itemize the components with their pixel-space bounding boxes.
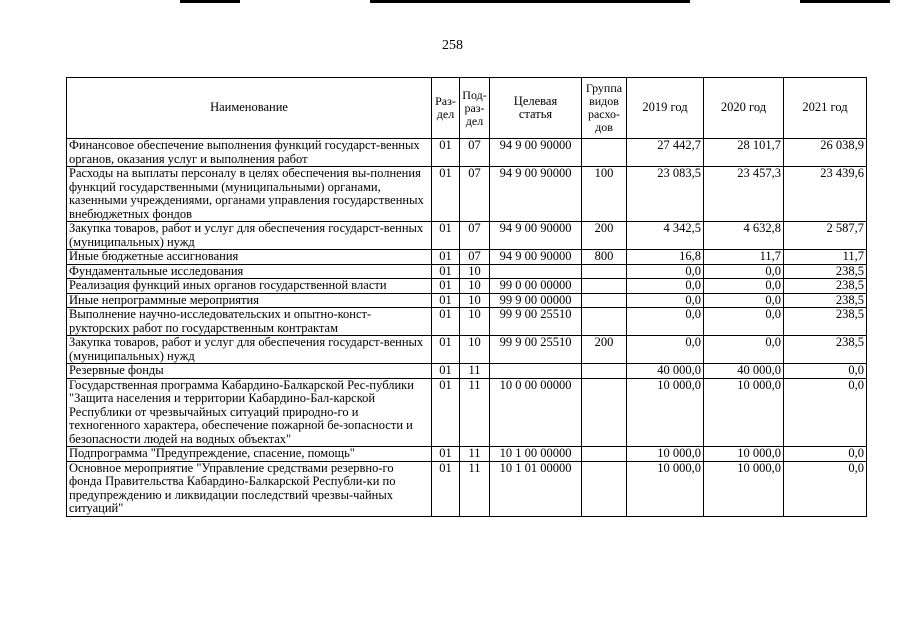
cell-name: Закупка товаров, работ и услуг для обеспечения государст-венных (муниципальных) нужд xyxy=(67,222,432,250)
cell-2019: 27 442,7 xyxy=(627,139,704,167)
cell-razdel: 01 xyxy=(432,378,460,447)
cell-name: Выполнение научно-исследовательских и опытно-конст-рукторских работ по государственным контрактам xyxy=(67,308,432,336)
cell-razdel: 01 xyxy=(432,222,460,250)
cell-name: Расходы на выплаты персоналу в целях обеспечения вы-полнения функций государственными (муниципальными) органами, казенными учреждениями, органами управления государственных внебюджетных фондов xyxy=(67,167,432,222)
header-row xyxy=(67,78,867,139)
page-number: 258 xyxy=(442,38,463,53)
cell-2021: 238,5 xyxy=(784,264,867,279)
cell-2021: 0,0 xyxy=(784,447,867,462)
cell-2020: 40 000,0 xyxy=(704,364,784,379)
cell-podrazdel: 11 xyxy=(460,447,490,462)
cell-statya: 94 9 00 90000 xyxy=(490,222,582,250)
cell-podrazdel: 07 xyxy=(460,222,490,250)
cell-2020: 10 000,0 xyxy=(704,447,784,462)
cell-name: Резервные фонды xyxy=(67,364,432,379)
cell-2019: 0,0 xyxy=(627,264,704,279)
cell-2019: 10 000,0 xyxy=(627,378,704,447)
header-2021: 2021 год xyxy=(784,78,867,139)
cell-gruppa xyxy=(582,264,627,279)
budget-table xyxy=(66,77,867,517)
cell-razdel: 01 xyxy=(432,264,460,279)
cell-gruppa: 800 xyxy=(582,250,627,265)
cell-statya: 94 9 00 90000 xyxy=(490,139,582,167)
cell-razdel: 01 xyxy=(432,279,460,294)
cell-podrazdel: 11 xyxy=(460,378,490,447)
cell-podrazdel: 10 xyxy=(460,336,490,364)
cell-2019: 0,0 xyxy=(627,293,704,308)
cell-podrazdel: 07 xyxy=(460,250,490,265)
cell-razdel: 01 xyxy=(432,461,460,516)
cell-name: Закупка товаров, работ и услуг для обеспечения государст-венных (муниципальных) нужд xyxy=(67,336,432,364)
cell-razdel: 01 xyxy=(432,336,460,364)
cell-name: Основное мероприятие "Управление средствами резервно-го фонда Правительства Кабардино-Балкарской Республи-ки по предупреждению и ликвидации последствий чрезвы-чайных ситуаций" xyxy=(67,461,432,516)
table-row xyxy=(67,222,867,250)
table-row xyxy=(67,336,867,364)
cell-statya: 10 0 00 00000 xyxy=(490,378,582,447)
cell-gruppa xyxy=(582,447,627,462)
cell-statya xyxy=(490,264,582,279)
table-row xyxy=(67,167,867,222)
cell-2021: 238,5 xyxy=(784,308,867,336)
cell-2019: 0,0 xyxy=(627,308,704,336)
cell-razdel: 01 xyxy=(432,293,460,308)
cell-podrazdel: 07 xyxy=(460,167,490,222)
cell-razdel: 01 xyxy=(432,250,460,265)
cell-gruppa: 200 xyxy=(582,336,627,364)
cell-2019: 10 000,0 xyxy=(627,447,704,462)
cell-statya: 99 9 00 00000 xyxy=(490,293,582,308)
cell-podrazdel: 10 xyxy=(460,308,490,336)
table-row xyxy=(67,264,867,279)
cell-2019: 0,0 xyxy=(627,279,704,294)
cell-2021: 23 439,6 xyxy=(784,167,867,222)
cell-statya: 99 9 00 25510 xyxy=(490,308,582,336)
cell-2020: 4 632,8 xyxy=(704,222,784,250)
cell-2020: 0,0 xyxy=(704,308,784,336)
header-podrazdel: Под- раз- дел xyxy=(460,78,490,139)
cell-2020: 0,0 xyxy=(704,264,784,279)
cell-gruppa xyxy=(582,279,627,294)
cell-name: Финансовое обеспечение выполнения функций государст-венных органов, оказания услуг и выполнения работ xyxy=(67,139,432,167)
cell-statya: 99 0 00 00000 xyxy=(490,279,582,294)
cell-gruppa xyxy=(582,293,627,308)
cell-razdel: 01 xyxy=(432,139,460,167)
cell-name: Иные бюджетные ассигнования xyxy=(67,250,432,265)
header-name: Наименование xyxy=(67,78,432,139)
cell-2019: 10 000,0 xyxy=(627,461,704,516)
table-row xyxy=(67,250,867,265)
cell-name: Подпрограмма "Предупреждение, спасение, помощь" xyxy=(67,447,432,462)
cell-gruppa xyxy=(582,461,627,516)
cell-2020: 10 000,0 xyxy=(704,461,784,516)
table-row xyxy=(67,139,867,167)
cell-2019: 16,8 xyxy=(627,250,704,265)
cell-name: Иные непрограммные мероприятия xyxy=(67,293,432,308)
cell-2020: 23 457,3 xyxy=(704,167,784,222)
cell-name: Государственная программа Кабардино-Балкарской Рес-публики "Защита населения и территории Кабардино-Бал-карской Республики от чрезвычайных ситуаций природно-го и техногенного характера, обеспечение пожарной бе-зопасности и безопасности людей на водных объектах" xyxy=(67,378,432,447)
cell-2020: 28 101,7 xyxy=(704,139,784,167)
cell-2021: 26 038,9 xyxy=(784,139,867,167)
cell-2021: 238,5 xyxy=(784,336,867,364)
cell-2021: 238,5 xyxy=(784,279,867,294)
header-statya: Целевая статья xyxy=(490,78,582,139)
cell-name: Реализация функций иных органов государственной власти xyxy=(67,279,432,294)
cell-name: Фундаментальные исследования xyxy=(67,264,432,279)
header-2019: 2019 год xyxy=(627,78,704,139)
cell-statya: 10 1 00 00000 xyxy=(490,447,582,462)
header-razdel: Раз- дел xyxy=(432,78,460,139)
table-row xyxy=(67,293,867,308)
cell-statya: 10 1 01 00000 xyxy=(490,461,582,516)
cell-podrazdel: 07 xyxy=(460,139,490,167)
cropped-previous-line xyxy=(0,0,905,5)
cell-2019: 40 000,0 xyxy=(627,364,704,379)
table-row xyxy=(67,378,867,447)
cell-podrazdel: 10 xyxy=(460,293,490,308)
cell-podrazdel: 10 xyxy=(460,279,490,294)
table-row xyxy=(67,447,867,462)
cell-2020: 11,7 xyxy=(704,250,784,265)
cell-2019: 0,0 xyxy=(627,336,704,364)
cell-2020: 0,0 xyxy=(704,279,784,294)
cell-gruppa xyxy=(582,139,627,167)
table-row xyxy=(67,364,867,379)
cell-gruppa: 200 xyxy=(582,222,627,250)
cell-2020: 0,0 xyxy=(704,293,784,308)
table-row xyxy=(67,279,867,294)
cell-statya: 94 9 00 90000 xyxy=(490,167,582,222)
table-row xyxy=(67,461,867,516)
cell-statya: 94 9 00 90000 xyxy=(490,250,582,265)
cell-podrazdel: 11 xyxy=(460,364,490,379)
cell-2021: 0,0 xyxy=(784,461,867,516)
cell-podrazdel: 11 xyxy=(460,461,490,516)
cell-razdel: 01 xyxy=(432,364,460,379)
cell-gruppa xyxy=(582,308,627,336)
cell-razdel: 01 xyxy=(432,447,460,462)
cell-2021: 2 587,7 xyxy=(784,222,867,250)
header-gruppa: Группа видов расхо- дов xyxy=(582,78,627,139)
cell-razdel: 01 xyxy=(432,167,460,222)
cell-gruppa xyxy=(582,378,627,447)
cell-2019: 4 342,5 xyxy=(627,222,704,250)
cell-gruppa xyxy=(582,364,627,379)
cell-statya xyxy=(490,364,582,379)
cell-gruppa: 100 xyxy=(582,167,627,222)
cell-2021: 0,0 xyxy=(784,364,867,379)
cell-razdel: 01 xyxy=(432,308,460,336)
header-2020: 2020 год xyxy=(704,78,784,139)
cell-2020: 10 000,0 xyxy=(704,378,784,447)
table-row xyxy=(67,308,867,336)
cell-podrazdel: 10 xyxy=(460,264,490,279)
cell-statya: 99 9 00 25510 xyxy=(490,336,582,364)
cell-2020: 0,0 xyxy=(704,336,784,364)
cell-2019: 23 083,5 xyxy=(627,167,704,222)
cell-2021: 238,5 xyxy=(784,293,867,308)
cell-2021: 0,0 xyxy=(784,378,867,447)
cell-2021: 11,7 xyxy=(784,250,867,265)
